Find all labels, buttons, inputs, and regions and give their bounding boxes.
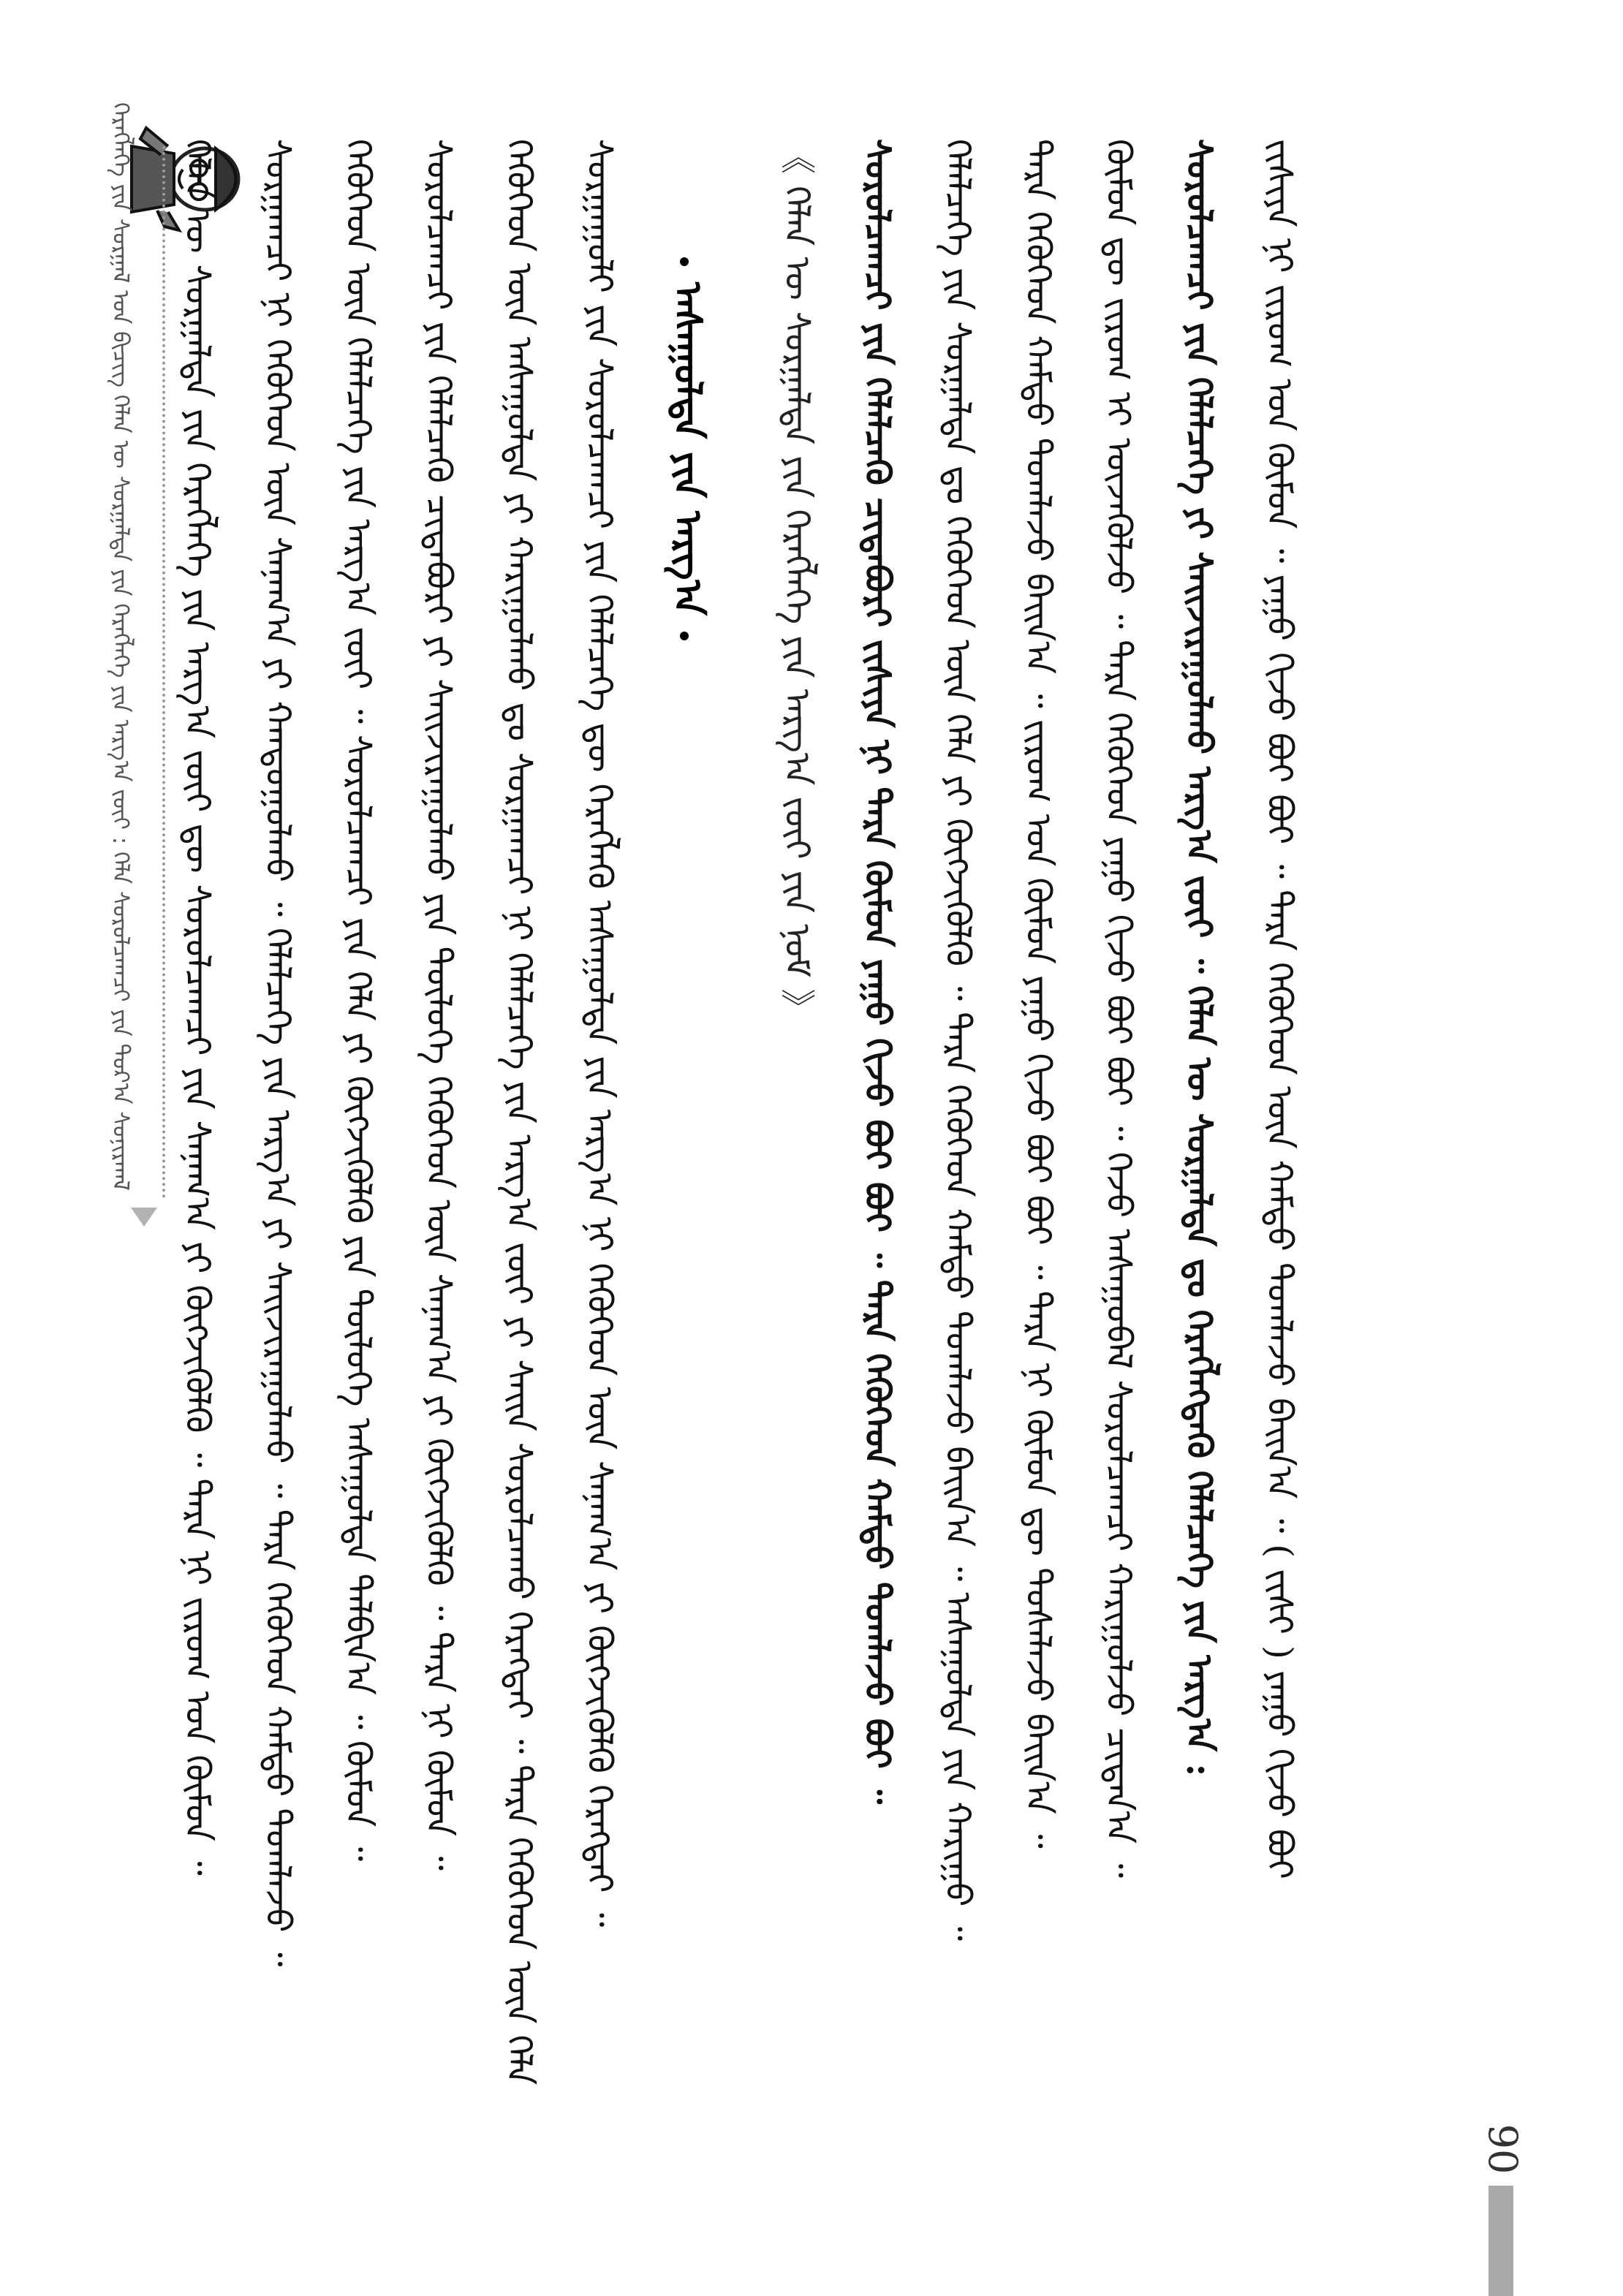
body-line: ᠰᠤᠷᠤᠯᠴᠠᠭᠴᠢ ᠶᠢᠨ ᠬᠡᠯᠡᠯᠴᠡᠬᠦ ᠴᠢᠳᠠᠪᠤᠷᠢ ᠶᠢ ᠰᠠᠢᠵᠢᠷᠠᠭᠤᠯᠬᠤ ᠶᠢᠨ ᠲᠥᠯᠥᠭᠡ ᠬᠡᠭᠦᠬᠡᠳ ᠦᠨ ᠰᠠᠨᠠᠭ᠎ᠠ ᠶᠢ ᠬᠥᠭᠵᠢᠭᠦᠯᠬᠦ ᠃ ᠲᠡᠷᠡ ᠨᠢ ᠬᠦᠮᠦᠨ ᠃ — [418, 139, 459, 1871]
body-line: ᠰᠤᠷᠭᠠᠭᠤᠯᠢ ᠶᠢᠨ ᠰᠤᠷᠤᠯᠴᠠᠭᠴᠢ ᠶᠢᠨ ᠬᠡᠯᠡᠯᠴᠡᠭᠡ ᠳᠦ ᠬᠡᠷᠡᠭᠯᠡᠬᠦ ᠠᠰᠠᠭᠤᠯᠲᠠ ᠶᠢᠨ ᠠᠷᠭ᠎ᠠ ᠨᠢ ᠬᠡᠭᠦᠬᠡᠳ ᠦᠨ ᠰᠠᠨᠠᠭ᠎ᠠ ᠶᠢ ᠬᠥᠭᠵᠢᠭᠦᠯᠬᠦ ᠬᠡᠷᠡᠭᠲᠡᠢ ᠃ — [579, 139, 620, 1928]
body-line: ᠵᠢᠱᠢᠶᠡ ᠨᠢ ᠵᠢᠷᠤᠭ ᠤᠨ ᠬᠦᠮᠦᠨ ᠃ ᠶᠠᠭᠤ ᠬᠢᠵᠦ ᠪᠤᠢ ᠪᠤᠢ ᠃ ᠲᠡᠷᠡ ᠬᠡᠭᠦᠬᠡᠳ ᠦᠨ ᠬᠠᠮᠲᠤ ᠲᠣᠭᠯᠠᠵᠤ ᠪᠠᠢᠨ᠎ᠠ ᠃ ( ᠵᠢᠱᠢ ) ᠶᠠᠭᠤ ᠬᠢᠵᠦ ᠪᠤᠢ — [1259, 139, 1300, 1879]
bullet-icon — [681, 632, 689, 640]
body-line: ᠬᠡᠭᠦᠬᠡᠳ ᠦᠨ ᠬᠡᠯᠡᠯᠴᠡᠭᠡ ᠶᠢᠨ ᠠᠷᠭ᠎ᠠ ᠵᠦᠢ ᠃ ᠰᠤᠷᠤᠯᠴᠠᠭᠴᠢ ᠶᠢᠨ ᠬᠡᠯᠡ ᠶᠢ ᠬᠥᠭᠵᠢᠭᠦᠯᠬᠦ ᠶᠢᠨ ᠲᠥᠯᠥᠭᠡ ᠠᠰᠠᠭᠤᠯᠲᠠ ᠲᠠᠯᠪᠢᠨ᠎ᠠ ᠃ ᠬᠦᠮᠦᠨ ᠃ — [338, 139, 379, 1862]
header-arrow-icon — [131, 1208, 157, 1227]
body-line: ᠰᠤᠷᠤᠯᠴᠠᠭᠴᠢ ᠶᠢᠨ ᠬᠡᠯᠡᠯᠴᠡᠭᠡ ᠶᠢ ᠰᠠᠢᠵᠢᠷᠠᠭᠤᠯᠬᠤ ᠠᠷᠭ᠎ᠠ ᠵᠦᠢ ᠃ ᠬᠡᠯᠡᠨ ᠦ ᠰᠤᠷᠭᠠᠯᠲᠠ ᠳᠤ ᠬᠡᠷᠡᠭᠯᠡᠭᠳᠡᠬᠦ ᠬᠡᠯᠡᠯᠴᠡᠭᠡ ᠶᠢᠨ ᠠᠷᠭ᠎ᠠ : — [1179, 139, 1219, 1777]
bullet-icon — [681, 257, 689, 266]
page-margin-bar — [1488, 2186, 1513, 2296]
body-line-quote: 《 ᠬᠡᠯᠡᠨ ᠦ ᠰᠤᠷᠭᠠᠯᠲᠠ ᠶᠢᠨ ᠬᠡᠷᠡᠭᠯᠡᠭᠡ ᠶᠢᠨ ᠠᠷᠭ᠎ᠠ ᠵᠦᠢ ᠶᠢᠨ ᠨᠣᠮ 》 — [776, 139, 817, 1024]
section-heading-text: ᠠᠰᠠᠭᠤᠯᠲᠠ ᠶᠢᠨ ᠠᠷᠭ᠎ᠠ — [665, 282, 710, 615]
page-number: 90 — [1480, 2123, 1526, 2175]
body-line: ᠬᠡᠯᠡᠨ ᠦ ᠰᠤᠷᠭᠠᠯᠲᠠ ᠶᠢᠨ ᠬᠡᠷᠡᠭᠯᠡᠭᠡ ᠶᠢᠨ ᠠᠷᠭ᠎ᠠ ᠵᠦᠢ ᠳᠦ ᠰᠤᠷᠤᠯᠴᠠᠭᠴᠢ ᠶᠢᠨ ᠰᠠᠨᠠᠭ᠎ᠠ ᠶᠢ ᠬᠥᠭᠵᠢᠭᠦᠯᠬᠦ ᠃ ᠲᠡᠷᠡ ᠨᠢ ᠵᠢᠷᠤᠭ ᠤᠨ ᠬᠦᠮᠦᠨ ᠃ — [177, 139, 218, 1876]
body-line: ᠰᠤᠷᠤᠯᠴᠠᠭᠴᠢ ᠶᠢᠨ ᠬᠡᠯᠡᠯᠴᠡᠬᠦ ᠴᠢᠳᠠᠪᠤᠷᠢ ᠵᠢᠱᠢᠶᠡ ᠨᠢ ᠲᠡᠷᠡ ᠬᠦᠮᠦᠨ ᠶᠠᠭᠤ ᠬᠢᠵᠦ ᠪᠤᠢ ᠪᠤᠢ ᠃ ᠲᠡᠷᠡ ᠬᠡᠭᠦᠬᠡᠳ ᠬᠠᠮᠲᠤ ᠲᠣᠭᠯᠠᠵᠤ ᠪᠤᠢ ᠃ — [857, 139, 898, 1804]
section-heading — [651, 241, 724, 1118]
body-line: ᠰᠤᠷᠭᠠᠭᠴᠢ ᠨᠢ ᠬᠡᠭᠦᠬᠡᠳ ᠦᠨ ᠰᠠᠨᠠᠭ᠎ᠠ ᠶᠢ ᠬᠠᠨᠳᠤᠭᠤᠯᠬᠤ ᠃ ᠬᠡᠯᠡᠯᠴᠡᠭᠡ ᠶᠢᠨ ᠠᠷᠭ᠎ᠠ ᠶᠢ ᠰᠠᠢᠵᠢᠷᠠᠭᠤᠯᠬᠤ ᠃ ᠲᠡᠷᠡ ᠬᠡᠭᠦᠬᠡᠳ ᠬᠠᠮᠲᠤ ᠲᠣᠭᠯᠠᠵᠤ ᠃ — [257, 139, 298, 1967]
body-line: ᠬᠡᠯᠡᠯᠴᠡᠭᠡ ᠶᠢᠨ ᠰᠤᠷᠭᠠᠯᠲᠠ ᠳᠤ ᠬᠡᠭᠦᠬᠡᠳ ᠦᠨ ᠬᠡᠯᠡ ᠶᠢ ᠬᠥᠭᠵᠢᠭᠦᠯᠬᠦ ᠃ ᠲᠡᠷᠡ ᠬᠡᠭᠦᠬᠡᠳ ᠬᠠᠮᠲᠤ ᠲᠣᠭᠯᠠᠵᠤ ᠪᠠᠢᠨ᠎ᠠ ᠃ ᠠᠰᠠᠭᠤᠯᠲᠠ ᠶᠢᠨ ᠬᠠᠷᠢᠭᠤ ᠃ — [937, 139, 978, 1941]
body-line: ᠬᠡᠭᠦᠬᠡᠳ ᠦᠨ ᠠᠰᠠᠭᠤᠯᠲᠠ ᠶᠢ ᠬᠠᠷᠢᠭᠤᠯᠬᠤ ᠳᠤ ᠰᠤᠷᠭᠠᠭᠴᠢ ᠨᠢ ᠬᠡᠯᠡᠯᠴᠡᠭᠡ ᠶᠢᠨ ᠠᠷᠭ᠎ᠠ ᠵᠦᠢ ᠶᠢ ᠰᠠᠢᠨ ᠰᠤᠷᠤᠯᠴᠠᠬᠤ ᠬᠡᠷᠡᠭᠲᠡᠢ ᠃ ᠲᠡᠷᠡ ᠬᠡᠭᠦᠬᠡᠳ ᠦᠨ ᠬᠡᠯᠡ — [499, 139, 540, 2085]
body-line: ᠲᠡᠷᠡ ᠬᠡᠭᠦᠬᠡᠳ ᠬᠠᠮᠲᠤ ᠲᠣᠭᠯᠠᠵᠤ ᠪᠠᠢᠨ᠎ᠠ ᠃ ᠵᠢᠷᠤᠭ ᠤᠨ ᠬᠦᠮᠦᠨ ᠶᠠᠭᠤ ᠬᠢᠵᠦ ᠪᠤᠢ ᠪᠤᠢ ᠃ ᠲᠡᠷᠡ ᠨᠢ ᠬᠦᠮᠦᠨ ᠳᠦ ᠲᠤᠰᠠᠯᠠᠵᠤ ᠪᠠᠢᠨ᠎ᠠ ᠃ — [1018, 139, 1059, 1849]
running-header: ᠬᠡᠷᠡᠭᠯᠡᠭᠡ ᠶᠢᠨ ᠰᠤᠷᠭᠠᠯ ᠤᠨ ᠪᠢᠴᠢᠭ ᠬᠡᠯᠡᠨ ᠦ ᠰᠤᠷᠭᠠᠯᠲᠠ ᠶᠢᠨ ᠬᠡᠷᠡᠭᠯᠡᠭᠡ ᠶᠢᠨ ᠠᠷᠭ᠎ᠠ ᠵᠦᠢ : ᠬᠡᠯᠡ ᠰᠤᠷᠤᠯᠴᠠᠭᠴᠢ ᠶᠢᠨ ᠳᠤᠷ᠎ᠠ ᠰᠣᠨᠢᠷᠬᠠᠯ — [107, 102, 134, 1191]
body-line: ᠬᠦᠮᠦᠨ ᠳᠦ ᠵᠢᠷᠤᠭ ᠢ ᠦᠵᠡᠭᠦᠯᠵᠦ ᠃ ᠲᠡᠷᠡ ᠬᠡᠭᠦᠬᠡᠳ ᠶᠠᠭᠤ ᠬᠢᠵᠦ ᠪᠤᠢ ᠪᠤᠢ ᠃ ᠭᠡᠵᠦ ᠠᠰᠠᠭᠤᠪᠠᠯ ᠰᠤᠷᠤᠯᠴᠠᠭᠴᠢ ᠬᠠᠷᠢᠭᠤᠯᠵᠤ ᠴᠢᠳᠠᠨ᠎ᠠ ᠃ — [1098, 139, 1139, 1878]
header-guide-line — [162, 146, 165, 1199]
